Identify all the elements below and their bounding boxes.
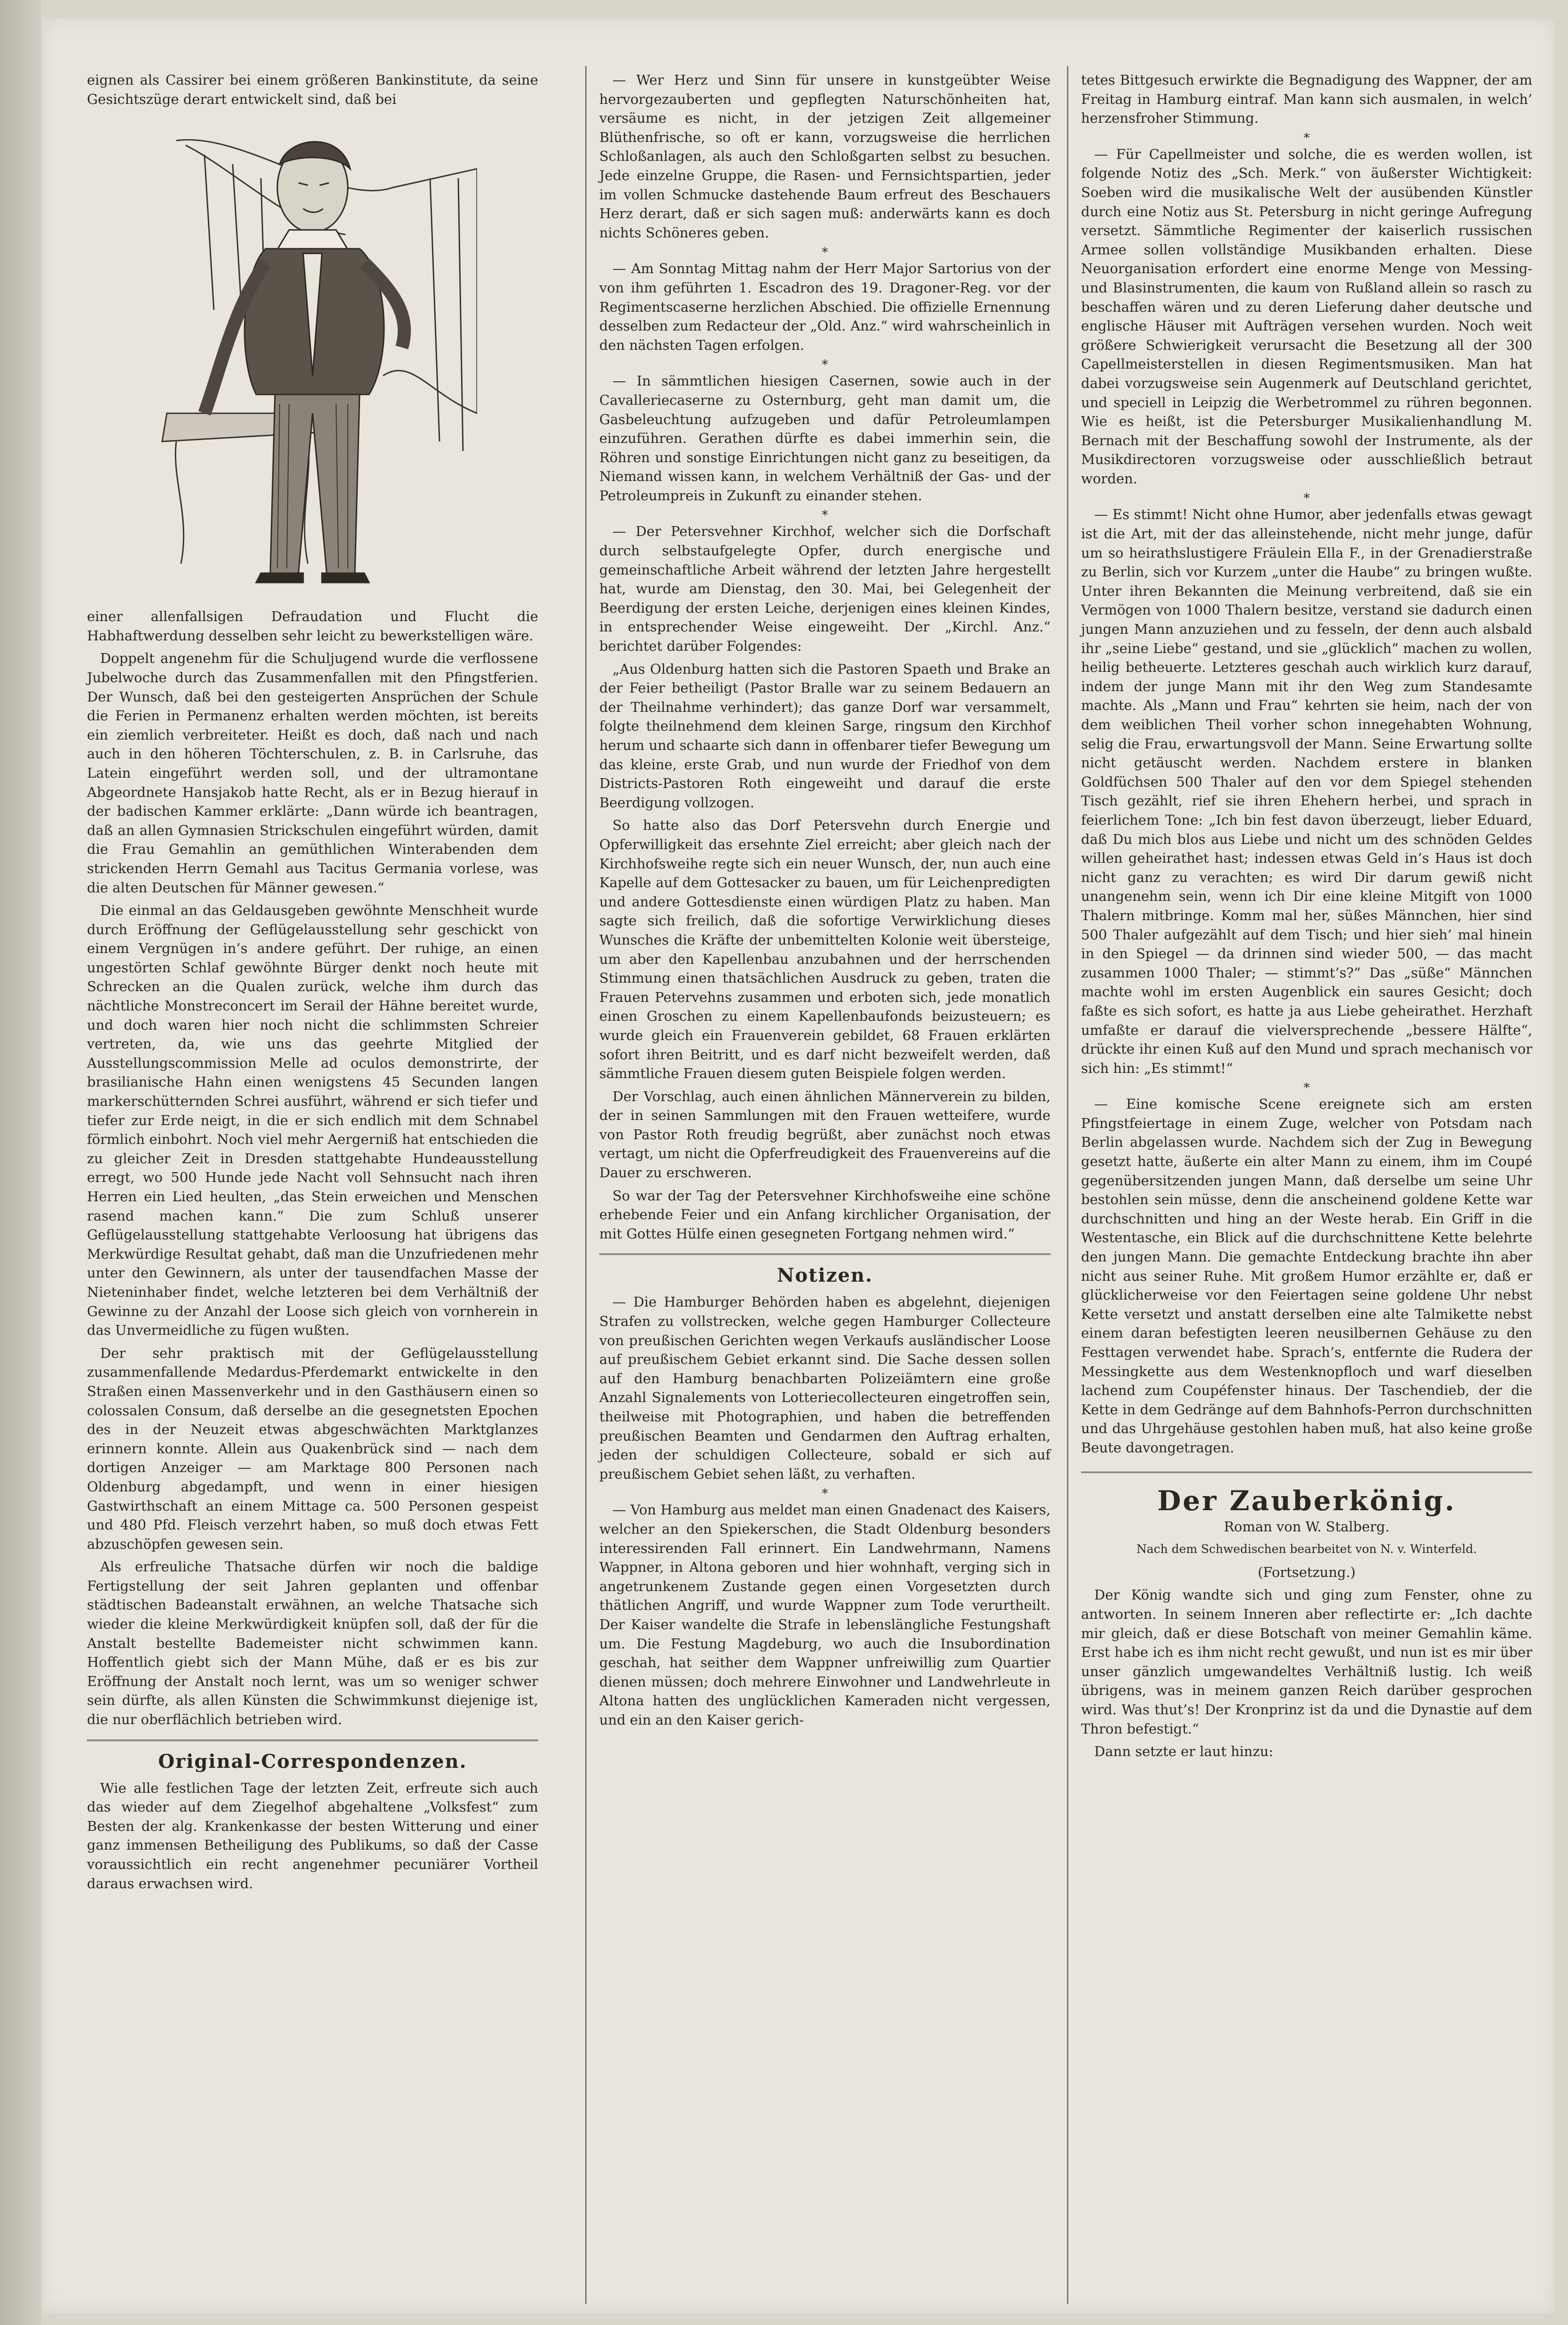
binding-edge: [0, 0, 41, 2325]
paragraph: eignen als Cassirer bei einem größeren Bankinstitute, da seine Gesichtszüge derart entwickelt sind, daß bei: [87, 72, 538, 107]
paragraph: — Der Petersvehner Kirchhof, welcher sich die Dorfschaft durch selbstaufgelegte Opfer, durch energische und gemeinschaftliche Arbeit während der letzten Jahre hergestellt hat, wurde am Dienstag, den 30. Mai, bei Gelegenheit der Beerdigung der ersten Leiche, derjenigen eines kleinen Kindes, in entsprechender Weise eingeweiht. Der „Kirchl. Anz.“ berichtet darüber Folgendes:: [599, 523, 1051, 654]
paragraph: Als erfreuliche Thatsache dürfen wir noch die baldige Fertigstellung der seit Jahren geplanten und offenbar städtischen Badeanstalt erwähnen, an welche Thatsache sich wieder die kleine Merkwürdigkeit knüpfen soll, daß der für die Anstalt bestellte Bademeister nicht schwimmen kann. Hoffentlich giebt sich der Mann Mühe, daß er es bis zur Eröffnung der Anstalt noch lernt, was um so weniger schwer sein dürfte, als allen Künsten die Schwimmkunst diejenige ist, die nur oberflächlich betrieben wird.: [87, 1559, 538, 1728]
paragraph: — Am Sonntag Mittag nahm der Herr Major Sartorius von der von ihm geführten 1. Escadron des 19. Dragoner-Reg. vor der Regimentscaserne herzlichen Abschied. Die offizielle Ernennung desselben zum Redacteur der „Old. Anz.“ wird wahrscheinlich in den nächsten Tagen erfolgen.: [599, 260, 1051, 353]
novel-author: Roman von W. Stalberg.: [1223, 1518, 1390, 1535]
separator-star: *: [822, 358, 828, 372]
paragraph: — Es stimmt! Nicht ohne Humor, aber jedenfalls etwas gewagt ist die Art, mit der das alleinstehende, nicht mehr junge, dafür um so heirathslustigere Fräulein Ella F., in der Grenadierstraße zu Berlin, sich vor Kurzem „unter die Haube“ zu bringen wußte. Unter ihren Bekannten die Meinung verbreitend, daß sie ein Vermögen von 1000 Thalern besitze, verstand sie dadurch einen jungen Mann anzuziehen und zu fesseln, der denn auch alsbald ihr „seine Liebe“ gestand, und sie „glücklich“ machen zu wollen, heilig betheuerte. Letzteres geschah auch wirklich kurz darauf, indem der junge Mann mit ihr den Weg zum Standesamte machte. Als „Mann und Frau“ kehrten sie heim, nach der von dem weiblichen Theil vorher schon innegehabten Wohnung, selig die Frau, erwartungsvoll der Mann. Seine Erwartung sollte nicht getäuscht werden. Nachdem erstere in blanken Goldfüchsen 500 Thaler auf den vor dem Spiegel stehenden Tisch gezählt, rief sie ihren Ehehern herbei, und sprach in feierlichem Tone: „Ich bin fest davon überzeugt, lieber Eduard, daß Du mich blos aus Liebe und nicht um des schnöden Geldes willen geheirathet hast; indessen etwas Geld in’s Haus ist doch nicht ganz zu verachten; es wird Dir darum gewiß nicht unangenehm sein, wenn ich Dir eine kleine Mitgift von 1000 Thalern mitbringe. Komm mal her, süßes Männchen, hier sind 500 Thaler aufgezählt auf dem Tisch; und hier sieh’ mal hinein in den Spiegel — da drinnen sind wieder 500, — das macht zusammen 1000 Thaler; — stimmt’s?“ Das „süße“ Männchen machte wohl im ersten Augenblick ein saures Gesicht; doch faßte es sich sofort, es hatte ja aus Liebe geheirathet. Herzhaft umfaßte er darauf die vielversprechende „bessere Hälfte“, drückte ihr einen Kuß auf den Mund und sprach mechanisch vor sich hin: „Es stimmt!“: [1081, 506, 1532, 1076]
column-rule: [1067, 66, 1068, 2304]
paragraph: — Wer Herz und Sinn für unsere in kunstgeübter Weise hervorgezauberten und gepflegten Naturschönheiten hat, versäume es nicht, in der jetzigen Zeit allgemeiner Blüthenfrische, so oft er kann, vorzugsweise die herrlichen Schloßanlagen, als auch den Schloßgarten selbst zu besuchen. Jede einzelne Gruppe, die Rasen- und Fernsichtspartien, jeder im vollen Schmucke dastehende Baum erfreut des Beschauers Herz derart, daß er sich sagen muß: anderwärts kann es doch nichts Schöneres geben.: [599, 72, 1051, 241]
paragraph: — In sämmtlichen hiesigen Casernen, sowie auch in der Cavalleriecaserne zu Osternburg, geht man damit um, die Gasbeleuchtung aufzugeben und dafür Petroleumlampen einzuführen. Gerathen dürfte es dabei immerhin sein, die Röhren und sonstige Einrichtungen nicht ganz zu beseitigen, da Niemand wissen kann, in welchem Verhältniß der Gas- und der Petroleumpreis in Zukunft zu einander stehen.: [599, 373, 1051, 504]
caricature-illustration: [148, 112, 477, 601]
paragraph: So hatte also das Dorf Petersvehn durch Energie und Opferwilligkeit das ersehnte Ziel erreicht; aber gleich nach der Kirchhofsweihe regte sich ein neuer Wunsch, der, nun auch eine Kapelle auf dem Gottesacker zu bauen, um für Leichenpredigten und andere Gottesdienste einen würdigen Platz zu haben. Man sagte sich freilich, daß die sofortige Verwirklichung dieses Wunsches die Kräfte der unbemittelten Kolonie weit übersteige, um aber den Kapellenbau anzubahnen und der herrschenden Stimmung einen thatsächlichen Ausdruck zu geben, traten die Frauen Petervehns zusammen und erboten sich, jede monatlich einen Groschen zu einem Kapellenbaufonds beizusteuern; es wurde gleich ein Frauenverein gebildet, 68 Frauen erklärten sofort ihren Beitritt, und es darf nicht bezweifelt werden, daß sämmtliche Frauen diesem guten Beispiele folgen werden.: [599, 817, 1051, 1082]
section-heading: Notizen.: [599, 1253, 1051, 1288]
separator-star: *: [822, 508, 828, 523]
paragraph: einer allenfallsigen Defraudation und Flucht die Habhaftwerdung desselben sehr leicht zu bewerkstelligen wäre.: [87, 608, 538, 644]
column-rule: [585, 66, 587, 2304]
column-2: [599, 71, 1051, 1734]
paragraph: Der sehr praktisch mit der Geflügelausstellung zusammenfallende Medardus-Pferdemarkt entwickelte in den Straßen einen Massenverkehr und in den Gasthäusern einen so colossalen Consum, daß derselbe an die gesegnetsten Epochen des in der Neuzeit etwas abgeschwächten Marktglanzes erinnern konnte. Allein aus Quakenbrück sind — nach dem dortigen Anzeiger — am Marktage 800 Personen nach Oldenburg abgedampft, und wenn in einer hiesigen Gastwirthschaft an einem Mittage ca. 500 Personen gespeist und 480 Pfd. Fleisch verzehrt haben, so muß doch etwas Fett abzuschöpfen gewesen sein.: [87, 1345, 538, 1552]
paragraph: — Für Capellmeister und solche, die es werden wollen, ist folgende Notiz des „Sch. Merk.“ von äußerster Wichtigkeit: Soeben wird die musikalische Welt der ausübenden Künstler durch eine Notiz aus St. Petersburg in nicht geringe Aufregung versetzt. Sämmtliche Regimenter der kaiserlich russischen Armee sollen vollständige Musikbanden erhalten. Diese Neuorganisation erfordert eine enorme Menge von Messing- und Blasinstrumenten, die kaum von Rußland allein so rasch zu beschaffen wären und zu deren Lieferung daher deutsche und englische Häuser mit Aufträgen versehen wurden. Noch weit größere Schwierigkeit verursacht die Besetzung all der 300 Capellmeisterstellen in diesen Regimentsmusiken. Man hat dabei vorzugsweise sein Augenmerk auf Deutschland gerichtet, und speciell in Leipzig die Werbetrommel zu rühren begonnen. Wie es heißt, ist die Petersburger Musikalienhandlung M. Bernach mit der Beschaffung sowohl der Instrumente, als der Musikdirectoren vorzugsweise oder ausschließlich betraut worden.: [1081, 146, 1532, 487]
paragraph: Wie alle festlichen Tage der letzten Zeit, erfreute sich auch das wieder auf dem Ziegelhof abgehaltene „Volksfest“ zum Besten der alg. Krankenkasse der besten Witterung und einer ganz immensen Betheiligung des Publikums, so daß der Casse voraussichtlich ein recht angenehmer pecuniärer Vortheil daraus erwachsen wird.: [87, 1780, 538, 1892]
column-1: [87, 71, 538, 1897]
separator-star: *: [822, 245, 828, 260]
separator-star: *: [1303, 491, 1310, 506]
paragraph: „Aus Oldenburg hatten sich die Pastoren Spaeth und Brake an der Feier betheiligt (Pastor Bralle war zu seinem Bedauern an der Theilnahme verhindert); das ganze Dorf war versammelt, folgte theilnehmend dem kleinen Sarge, ringsum den Kirchhof herum und schaarte sich dann in offenbarer tiefer Bewegung um das kleine, erste Grab, und nun wurde der Friedhof von dem Districts-Pastoren Roth eingeweiht und darauf die erste Beerdigung vollzogen.: [599, 661, 1051, 811]
separator-star: *: [822, 1487, 828, 1501]
novel-translator: Nach dem Schwedischen bearbeitet von N. v. Winterfeld.: [1136, 1542, 1477, 1556]
section-heading: Original-Correspondenzen.: [87, 1740, 538, 1774]
paragraph: tetes Bittgesuch erwirkte die Begnadigung des Wappner, der am Freitag in Hamburg eintraf. Man kann sich ausmalen, in welch’ herzensfroher Stimmung.: [1081, 72, 1532, 126]
paragraph: Der König wandte sich und ging zum Fenster, ohne zu antworten. In seinem Inneren aber reflectirte er: „Ich dachte mir gleich, daß er diese Botschaft von meiner Gemahlin käme. Erst habe ich es ihm nicht recht gewußt, und nun ist es mir über unser gänzlich umgewandeltes Verhältniß lustig. Ich weiß übrigens, was in meinem ganzen Reich darüber gesprochen wird. Was thut’s! Der Kronprinz ist da und die Dynastie auf dem Thron befestigt.“: [1081, 1587, 1532, 1737]
novel-continuation: (Fortsetzung.): [1257, 1564, 1356, 1580]
separator-star: *: [1303, 131, 1310, 145]
paragraph: Doppelt angenehm für die Schuljugend wurde die verflossene Jubelwoche durch das Zusammenfallen mit den Pfingstferien. Der Wunsch, daß bei den gesteigerten Ansprüchen der Schule die Ferien in Permanenz erhalten werden möchten, ist bereits ein ziemlich verbreiteter. Heißt es doch, daß nach und nach auch in den höheren Töchterschulen, z. B. in Carlsruhe, das Latein eingeführt werden soll, und der ultramontane Abgeordnete Hansjakob hatte Recht, als er in Bezug hierauf in der badischen Kammer erklärte: „Dann würde ich beantragen, daß an allen Gymnasien Strickschulen eingeführt würden, damit die Frau Gemahlin an gemüthlichen Winterabenden dem strickenden Herrn Gemahl aus Tacitus Germania vorlese, was die alten Deutschen für Männer gewesen.“: [87, 650, 538, 896]
column-3: [1081, 71, 1532, 1765]
paragraph: Dann setzte er laut hinzu:: [1094, 1743, 1273, 1760]
paragraph: So war der Tag der Petersvehner Kirchhofsweihe eine schöne erhebende Feier und ein Anfang kirchlicher Organisation, der mit Gottes Hülfe einen gesegneten Fortgang nehmen wird.“: [599, 1187, 1051, 1242]
paragraph: — Die Hamburger Behörden haben es abgelehnt, diejenigen Strafen zu vollstrecken, welche gegen Hamburger Collecteure von preußischen Gerichten wegen Verkaufs ausländischer Loose auf preußischem Gebiet erkannt sind. Die Sache dessen sollen auf den Hamburg benachbarten Polizeiämtern eine große Anzahl Signalements von Lotteriecollecteuren eingetroffen sein, theilweise mit Photographien, und haben die betreffenden preußischen Beamten und Gendarmen den Auftrag erhalten, jeden der schuldigen Collecteure, sobald er sich auf preußischem Gebiet sehen läßt, zu verhaften.: [599, 1294, 1051, 1482]
novel-title: Der Zauberkönig.: [1081, 1472, 1532, 1517]
paragraph: Die einmal an das Geldausgeben gewöhnte Menschheit wurde durch Eröffnung der Geflügelausstellung sehr geschickt von einem Vergnügen in’s andere geführt. Der ruhige, an einen ungestörten Schlaf gewöhnte Bürger denkt noch heute mit Schrecken an die Qualen zurück, welche ihm durch das nächtliche Monstreconcert im Serail der Hähne bereitet wurde, und doch waren hier noch nicht die schlimmsten Schreier vertreten, da, wie uns das geehrte Mitglied der Ausstellungscommission Melle ad oculos demonstrirte, der brasilianische Hahn einen wenigstens 45 Secunden langen markerschütternden Schrei ausführt, während er sich tiefer und tiefer zur Erde neigt, in die er sich endlich mit dem Schnabel förmlich einbohrt. Noch viel mehr Aergerniß hat entschieden die zu gleicher Zeit in Dresden stattgehabte Hundeausstellung erregt, wo 500 Hunde jede Nacht voll Sehnsucht nach ihren Herren ein Lied heulten, „das Stein erweichen und Menschen rasend machen kann.“ Die zum Schluß unserer Geflügelausstellung stattgehabte Verloosung hat übrigens das Merkwürdige Resultat gehabt, daß man die Unzufriedenen mehr unter den Gewinnern, als unter der tausendfachen Masse der Nieteninhaber findet, welche letzteren bei dem Verhältniß der Gewinne zu der Anzahl der Loose sich gleich von vornherein in das Unvermeidliche zu fügen wußten.: [87, 902, 538, 1339]
paragraph: Der Vorschlag, auch einen ähnlichen Männerverein zu bilden, der in seinen Sammlungen mit den Frauen wetteifere, wurde von Pastor Roth freudig begrüßt, aber zunächst noch etwas vertagt, um nicht die Opferfreudigkeit des Frauenvereins auf die Dauer zu erschweren.: [599, 1088, 1051, 1181]
paragraph: — Von Hamburg aus meldet man einen Gnadenact des Kaisers, welcher an den Spiekerschen, die Stadt Oldenburg besonders interessirenden Fall erinnert. Ein Landwehrmann, Namens Wappner, in Altona geboren und hier wohnhaft, verging sich in angetrunkenem Zustande gegen einen Vorgesetzten durch thätlichen Angriff, und wurde Wappner zum Tode verurtheilt. Der Kaiser wandelte die Strafe in lebenslängliche Festungshaft um. Die Festung Magdeburg, wo auch die Insubordination geschah, hat seither dem Wappner unfreiwillig zum Quartier dienen müssen; doch mehrere Einwohner und Landwehrleute in Altona hatten des unglücklichen Kameraden nicht vergessen, und ein an den Kaiser gerich-: [599, 1502, 1051, 1728]
paragraph: — Eine komische Scene ereignete sich am ersten Pfingstfeiertage in einem Zuge, welcher von Potsdam nach Berlin abgelassen wurde. Nachdem sich der Zug in Bewegung gesetzt hatte, äußerte ein alter Mann zu einem, ihm im Coupé gegenübersitzenden jungen Mann, daß derselbe um seine Uhr bestohlen sein müsse, denn die anscheinend goldene Kette war durchschnitten und hing an der Weste herab. Ein Griff in die Westentasche, ein Blick auf die durchschnittene Kette belehrte den jungen Mann. Die gemachte Entdeckung brachte ihn aber nicht aus seiner Ruhe. Mit großem Humor erzählte er, daß er glücklicherweise vor den Feiertagen seine goldene Uhr nebst Kette versetzt und anstatt derselben eine alte Talmikette nebst einem daran befestigten leeren neusilbernen Gehäuse zu den Festtagen verwendet habe. Sprach’s, entfernte die Rudera der Messingkette aus dem Westenknopfloch und warf dieselben lachend zum Coupéfenster hinaus. Der Taschendieb, der die Kette in dem Gedränge auf dem Bahnhofs-Perron durchschnitten und das Uhrgehäuse gestohlen haben muß, hat also keine große Beute davongetragen.: [1081, 1096, 1532, 1456]
separator-star: *: [1303, 1081, 1310, 1096]
